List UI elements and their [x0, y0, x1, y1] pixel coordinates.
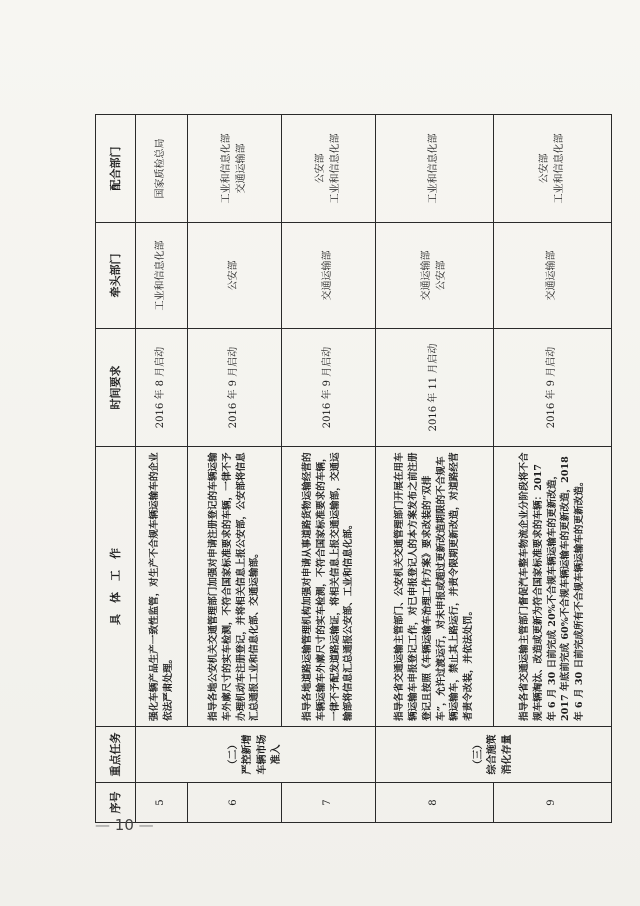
cell-detail: 指导各地公安机关交通管理部门加强对申请注册登记的车辆运输车外廓尺寸的实车检测，不符合国家标准要求的车辆，一律不予办理机动车注册登记，并将相关信息上报公安部，公安部将信息汇总通报工业和信息化部、交通运输部。: [188, 447, 282, 727]
cell-detail: 指导各省交通运输主管部门、公安机关交通管理部门开展在用车辆运输车申报登记工作，对已申报登记人的本方案发布之前注册登记且按照《车辆运输车治理工作方案》要求改装的“双排车”，允许过渡运行，对未申报或超过更新改造期限的不合规车辆运输车，禁止其上路运行，并责令限期更新改造，对道路经营者责令改装，并依法处罚。: [376, 447, 494, 727]
header-detail: 具 体 工 作: [96, 447, 136, 727]
footer-dash: —: [138, 816, 154, 834]
work-plan-table: [95, 114, 612, 823]
cell-lead: 交通运输部: [494, 223, 612, 329]
page-number: 10: [114, 816, 134, 834]
cell-seq: 8: [376, 783, 494, 823]
cell-detail: 指导各地道路运输管理机构加强对申请从事道路货物运输经营的车辆运输车外廓尺寸的实车检测，不符合国家标准要求的车辆，一律不予配发道路运输证，将相关信息上报交通运输部，交通运输部将信息汇总通报公安部、工业和信息化部。: [282, 447, 376, 727]
cell-seq: 9: [494, 783, 612, 823]
cell-seq: 7: [282, 783, 376, 823]
table-row: [494, 115, 612, 823]
cell-time: 2016 年 9 月启动: [494, 329, 612, 447]
table-row: [136, 115, 188, 823]
cell-lead: 工业和信息化部: [136, 223, 188, 329]
cell-lead: 公安部: [188, 223, 282, 329]
footer-dash: —: [95, 816, 110, 834]
cell-time: 2016 年 11 月启动: [376, 329, 494, 447]
cell-seq: 5: [136, 783, 188, 823]
cell-support: 国家质检总局: [136, 115, 188, 223]
table-row: [376, 115, 494, 823]
cell-task-group-two: （二） 严控新增车辆市场准入: [136, 727, 376, 783]
header-support: 配合部门: [96, 115, 136, 223]
rotated-table-container: [95, 115, 611, 823]
cell-time: 2016 年 9 月启动: [188, 329, 282, 447]
cell-support: 公安部 工业和信息化部: [494, 115, 612, 223]
cell-seq: 6: [188, 783, 282, 823]
cell-lead: 交通运输部 公安部: [376, 223, 494, 329]
header-time: 时间要求: [96, 329, 136, 447]
cell-detail: 强化车辆产品生产一致性监管，对生产不合规车辆运输车的企业依法严肃处理。: [136, 447, 188, 727]
cell-time: 2016 年 8 月启动: [136, 329, 188, 447]
cell-support: 工业和信息化部: [376, 115, 494, 223]
cell-task-group-three: （三） 综合施策消化存量: [376, 727, 612, 783]
table-header-row: [96, 115, 136, 823]
table-row: [188, 115, 282, 823]
page-footer: [95, 816, 154, 834]
cell-lead: 交通运输部: [282, 223, 376, 329]
cell-time: 2016 年 9 月启动: [282, 329, 376, 447]
header-lead: 牵头部门: [96, 223, 136, 329]
cell-support: 公安部 工业和信息化部: [282, 115, 376, 223]
cell-support: 工业和信息化部 交通运输部: [188, 115, 282, 223]
header-seq: 序号: [96, 783, 136, 823]
table-row: [282, 115, 376, 823]
header-task: 重点任务: [96, 727, 136, 783]
cell-detail: 指导各省交通运输主管部门督促汽车整车物流企业分阶段将不合规车辆淘汰、改造或更新为符合国家标准要求的车辆：2017 年 6 月 30 日前完成 20%不合规车辆运输车的更新改造，2017 年底前完成 60%不合规车辆运输车的更新改造，2018 年 6 月 30 日前完成所有不合规车辆运输车的更新改造。: [494, 447, 612, 727]
